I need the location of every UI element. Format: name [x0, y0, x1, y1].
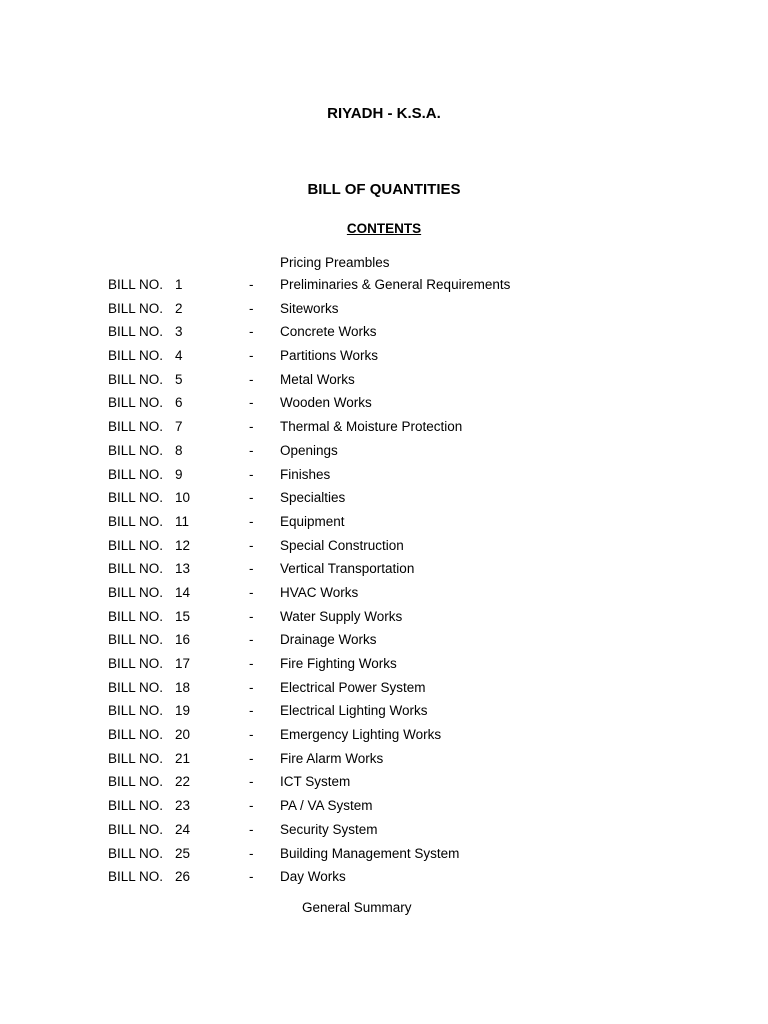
- bill-separator: -: [249, 466, 254, 482]
- bill-title: ICT System: [280, 774, 351, 790]
- bill-row: [0, 348, 768, 372]
- bill-label: BILL NO.: [108, 774, 164, 790]
- bill-row: [0, 869, 768, 893]
- pricing-preambles-entry: Pricing Preambles: [280, 255, 390, 270]
- bill-separator: -: [249, 632, 254, 648]
- bill-row: [0, 538, 768, 562]
- bill-title: Partitions Works: [280, 348, 379, 364]
- bill-label: BILL NO.: [108, 750, 164, 766]
- bill-row: [0, 395, 768, 419]
- bill-title: Special Construction: [280, 537, 404, 553]
- general-summary-entry: General Summary: [302, 900, 412, 915]
- bill-label: BILL NO.: [108, 561, 164, 577]
- project-location: RIYADH - K.S.A.: [327, 105, 441, 122]
- bill-label: BILL NO.: [108, 845, 164, 861]
- bill-row: [0, 656, 768, 680]
- bill-number: 22: [175, 774, 191, 790]
- bill-separator: -: [249, 774, 254, 790]
- bill-number: 16: [175, 632, 191, 648]
- bill-title: Water Supply Works: [280, 608, 403, 624]
- bill-title: Wooden Works: [280, 395, 372, 411]
- bill-label: BILL NO.: [108, 798, 164, 814]
- bill-label: BILL NO.: [108, 419, 164, 435]
- bill-separator: -: [249, 679, 254, 695]
- bill-number: 15: [175, 608, 191, 624]
- bill-label: BILL NO.: [108, 371, 164, 387]
- bill-label: BILL NO.: [108, 869, 164, 885]
- bill-row: [0, 751, 768, 775]
- bill-row: [0, 703, 768, 727]
- bill-title: Siteworks: [280, 300, 339, 316]
- bill-separator: -: [249, 395, 254, 411]
- bill-label: BILL NO.: [108, 656, 164, 671]
- bill-row: [0, 443, 768, 467]
- bill-title: Concrete Works: [280, 324, 377, 340]
- bill-label: BILL NO.: [108, 490, 164, 506]
- bill-number: 12: [175, 537, 191, 553]
- bill-separator: -: [249, 371, 254, 387]
- bill-number: 5: [175, 371, 183, 387]
- bill-label: BILL NO.: [108, 513, 164, 529]
- bill-row: [0, 680, 768, 704]
- bill-number: 6: [175, 395, 183, 411]
- bill-row: [0, 609, 768, 633]
- bill-title: Openings: [280, 442, 338, 458]
- bill-separator: -: [249, 537, 254, 553]
- bill-label: BILL NO.: [108, 395, 164, 411]
- bill-title: Finishes: [280, 466, 331, 482]
- bill-row: [0, 372, 768, 396]
- bill-title: Building Management System: [280, 845, 460, 861]
- bill-number: 9: [175, 466, 183, 482]
- bill-number: 13: [175, 561, 191, 577]
- bills-list: [0, 277, 768, 893]
- bill-label: BILL NO.: [108, 679, 164, 695]
- bill-separator: -: [249, 324, 254, 340]
- bill-row: [0, 727, 768, 751]
- document-title: BILL OF QUANTITIES: [307, 181, 461, 198]
- bill-number: 26: [175, 869, 191, 885]
- bill-label: BILL NO.: [108, 277, 164, 292]
- bill-row: [0, 846, 768, 870]
- bill-label: BILL NO.: [108, 300, 164, 316]
- bill-number: 4: [175, 348, 183, 364]
- bill-number: 24: [175, 821, 191, 837]
- bill-row: [0, 490, 768, 514]
- bill-separator: -: [249, 869, 254, 885]
- bill-separator: -: [249, 750, 254, 766]
- bill-title: Equipment: [280, 513, 345, 529]
- bill-title: Fire Alarm Works: [280, 750, 384, 766]
- bill-separator: -: [249, 656, 254, 671]
- bill-separator: -: [249, 442, 254, 458]
- bill-row: [0, 798, 768, 822]
- bill-label: BILL NO.: [108, 466, 164, 482]
- bill-number: 2: [175, 300, 183, 316]
- bill-row: [0, 585, 768, 609]
- bill-separator: -: [249, 821, 254, 837]
- bill-number: 23: [175, 798, 191, 814]
- bill-number: 10: [175, 490, 191, 506]
- bill-title: Drainage Works: [280, 632, 377, 648]
- bill-separator: -: [249, 845, 254, 861]
- bill-label: BILL NO.: [108, 632, 164, 648]
- bill-number: 18: [175, 679, 191, 695]
- bill-title: Specialties: [280, 490, 346, 506]
- bill-number: 11: [175, 513, 190, 529]
- bill-number: 21: [175, 750, 191, 766]
- bill-number: 19: [175, 703, 191, 719]
- bill-number: 25: [175, 845, 191, 861]
- bill-title: Fire Fighting Works: [280, 656, 397, 671]
- bill-label: BILL NO.: [108, 442, 164, 458]
- bill-title: Vertical Transportation: [280, 561, 415, 577]
- bill-row: [0, 277, 768, 301]
- bill-title: HVAC Works: [280, 584, 359, 600]
- bill-label: BILL NO.: [108, 821, 164, 837]
- bill-row: [0, 774, 768, 798]
- bill-number: 1: [175, 277, 183, 292]
- contents-heading: CONTENTS: [346, 221, 422, 236]
- bill-separator: -: [249, 727, 254, 743]
- bill-number: 8: [175, 442, 183, 458]
- bill-number: 7: [175, 419, 183, 435]
- bill-separator: -: [249, 348, 254, 364]
- bill-separator: -: [249, 608, 254, 624]
- bill-title: Electrical Power System: [280, 679, 426, 695]
- bill-separator: -: [249, 703, 254, 719]
- bill-row: [0, 467, 768, 491]
- bill-label: BILL NO.: [108, 703, 164, 719]
- bill-title: PA / VA System: [280, 798, 373, 814]
- bill-row: [0, 419, 768, 443]
- bill-title: Thermal & Moisture Protection: [280, 419, 463, 435]
- bill-separator: -: [249, 561, 254, 577]
- bill-title: Emergency Lighting Works: [280, 727, 442, 743]
- bill-label: BILL NO.: [108, 608, 164, 624]
- bill-number: 14: [175, 584, 191, 600]
- bill-title: Metal Works: [280, 371, 355, 387]
- bill-row: [0, 632, 768, 656]
- bill-row: [0, 561, 768, 585]
- bill-row: [0, 822, 768, 846]
- bill-title: Day Works: [280, 869, 346, 885]
- bill-title: Security System: [280, 821, 378, 837]
- bill-separator: -: [249, 798, 254, 814]
- bill-row: [0, 514, 768, 538]
- bill-separator: -: [249, 490, 254, 506]
- bill-label: BILL NO.: [108, 324, 164, 340]
- bill-separator: -: [249, 513, 254, 529]
- bill-separator: -: [249, 277, 254, 292]
- bill-number: 20: [175, 727, 191, 743]
- bill-row: [0, 324, 768, 348]
- bill-separator: -: [249, 419, 254, 435]
- bill-label: BILL NO.: [108, 348, 164, 364]
- bill-row: [0, 301, 768, 325]
- bill-label: BILL NO.: [108, 537, 164, 553]
- bill-separator: -: [249, 584, 254, 600]
- bill-separator: -: [249, 300, 254, 316]
- bill-label: BILL NO.: [108, 584, 164, 600]
- bill-number: 3: [175, 324, 183, 340]
- bill-number: 17: [175, 656, 191, 671]
- bill-label: BILL NO.: [108, 727, 164, 743]
- bill-title: Electrical Lighting Works: [280, 703, 428, 719]
- bill-title: Preliminaries & General Requirements: [280, 277, 511, 292]
